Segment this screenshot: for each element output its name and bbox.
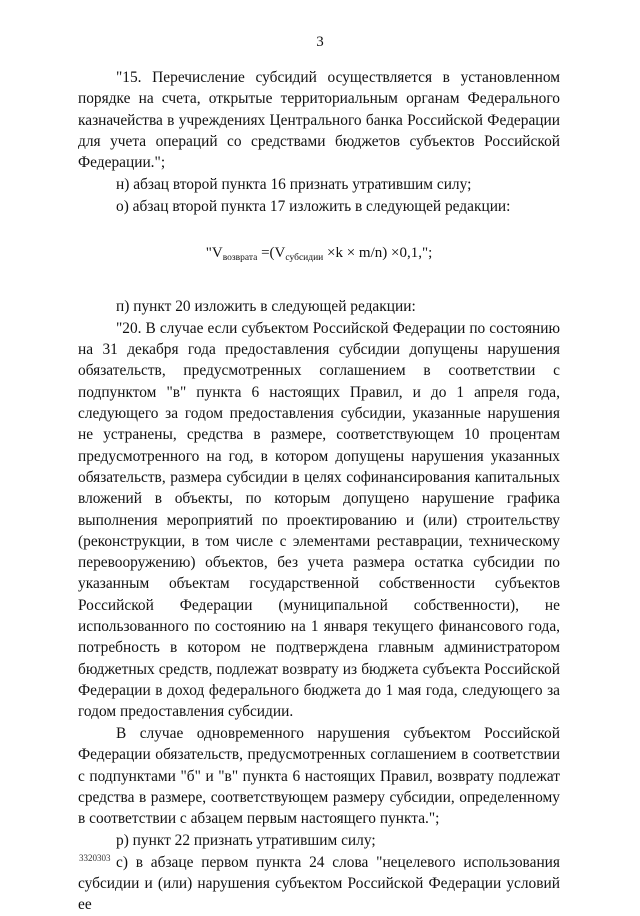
paragraph-subitem-p: п) пункт 20 изложить в следующей редакции: bbox=[116, 298, 416, 316]
return-formula bbox=[78, 243, 560, 268]
paragraph-subitem-n: н) абзац второй пункта 16 признать утратившим силу; bbox=[116, 175, 472, 193]
formula-mid: =(V bbox=[257, 245, 286, 262]
paragraph-subitem-o: о) абзац второй пункта 17 изложить в следующей редакции: bbox=[116, 197, 511, 215]
page-number: 3 bbox=[316, 34, 324, 50]
paragraph-subitem-s: с) в абзаце первом пункта 24 слова "нецелевого использования субсидии и (или) нарушения субъектом Российской Федерации условий ее bbox=[78, 853, 560, 914]
formula-open: "V bbox=[205, 245, 223, 262]
formula-rest: ×k × m/n) ×0,1,"; bbox=[323, 245, 433, 262]
paragraph-subitem-r: р) пункт 22 признать утратившим силу; bbox=[116, 832, 376, 849]
formula-sub-return: возврата bbox=[222, 253, 258, 264]
document-body bbox=[78, 67, 560, 916]
paragraph-item-15: "15. Перечисление субсидий осуществляется в установленном порядке на счета, открытые территориальным органам Федерального казначейства в учреждениях Центрального банка Российской Федерации для учета операций со средствами бюджетов субъектов Российской Федерации."; bbox=[78, 69, 560, 172]
formula-sub-subsidy: субсидии bbox=[285, 253, 324, 264]
paragraph-item-20-second: В случае одновременного нарушения субъектом Российской Федерации обязательств, предусмотренных соглашением в соответствии с подпунктами "б" и "в" пункта 6 настоящих Правил, возврату подлежат средства в размере, соответствующем размеру субсидии, определенному в соответствии с абзацем первым настоящего пункта."; bbox=[78, 725, 560, 828]
document-id: 3320303 bbox=[79, 853, 111, 863]
paragraph-item-20: "20. В случае если субъектом Российской Федерации по состоянию на 31 декабря года предоставления субсидии допущены нарушения обязательств, предусмотренных соглашением в соответствии с подпунктом "в" пункта 6 настоящих Правил, и до 1 апреля года, следующего за годом предоставления субсидии, указанные нарушения не устранены, средства в размере, соответствующем 10 процентам предусмотренного на год, в котором допущены нарушения указанных обязательств, размера субсидии в целях софинансирования капитальных вложений в объекты, по которым допущено нарушение графика выполнения мероприятий по проектированию и (или) строительству (реконструкции, в том числе с элементами реставрации, техническому перевооружению) объектов, без учета размера остатка субсидии по указанным объектам государственной собственности субъектов Российской Федерации (муниципальной собственности), не использованного по состоянию на 1 января текущего финансового года, потребность в котором не подтверждена главным администратором бюджетных средств, подлежат возврату из бюджета субъекта Российской Федерации в доход федерального бюджета до 1 мая года, следующего за годом предоставления субсидии. bbox=[78, 319, 560, 721]
